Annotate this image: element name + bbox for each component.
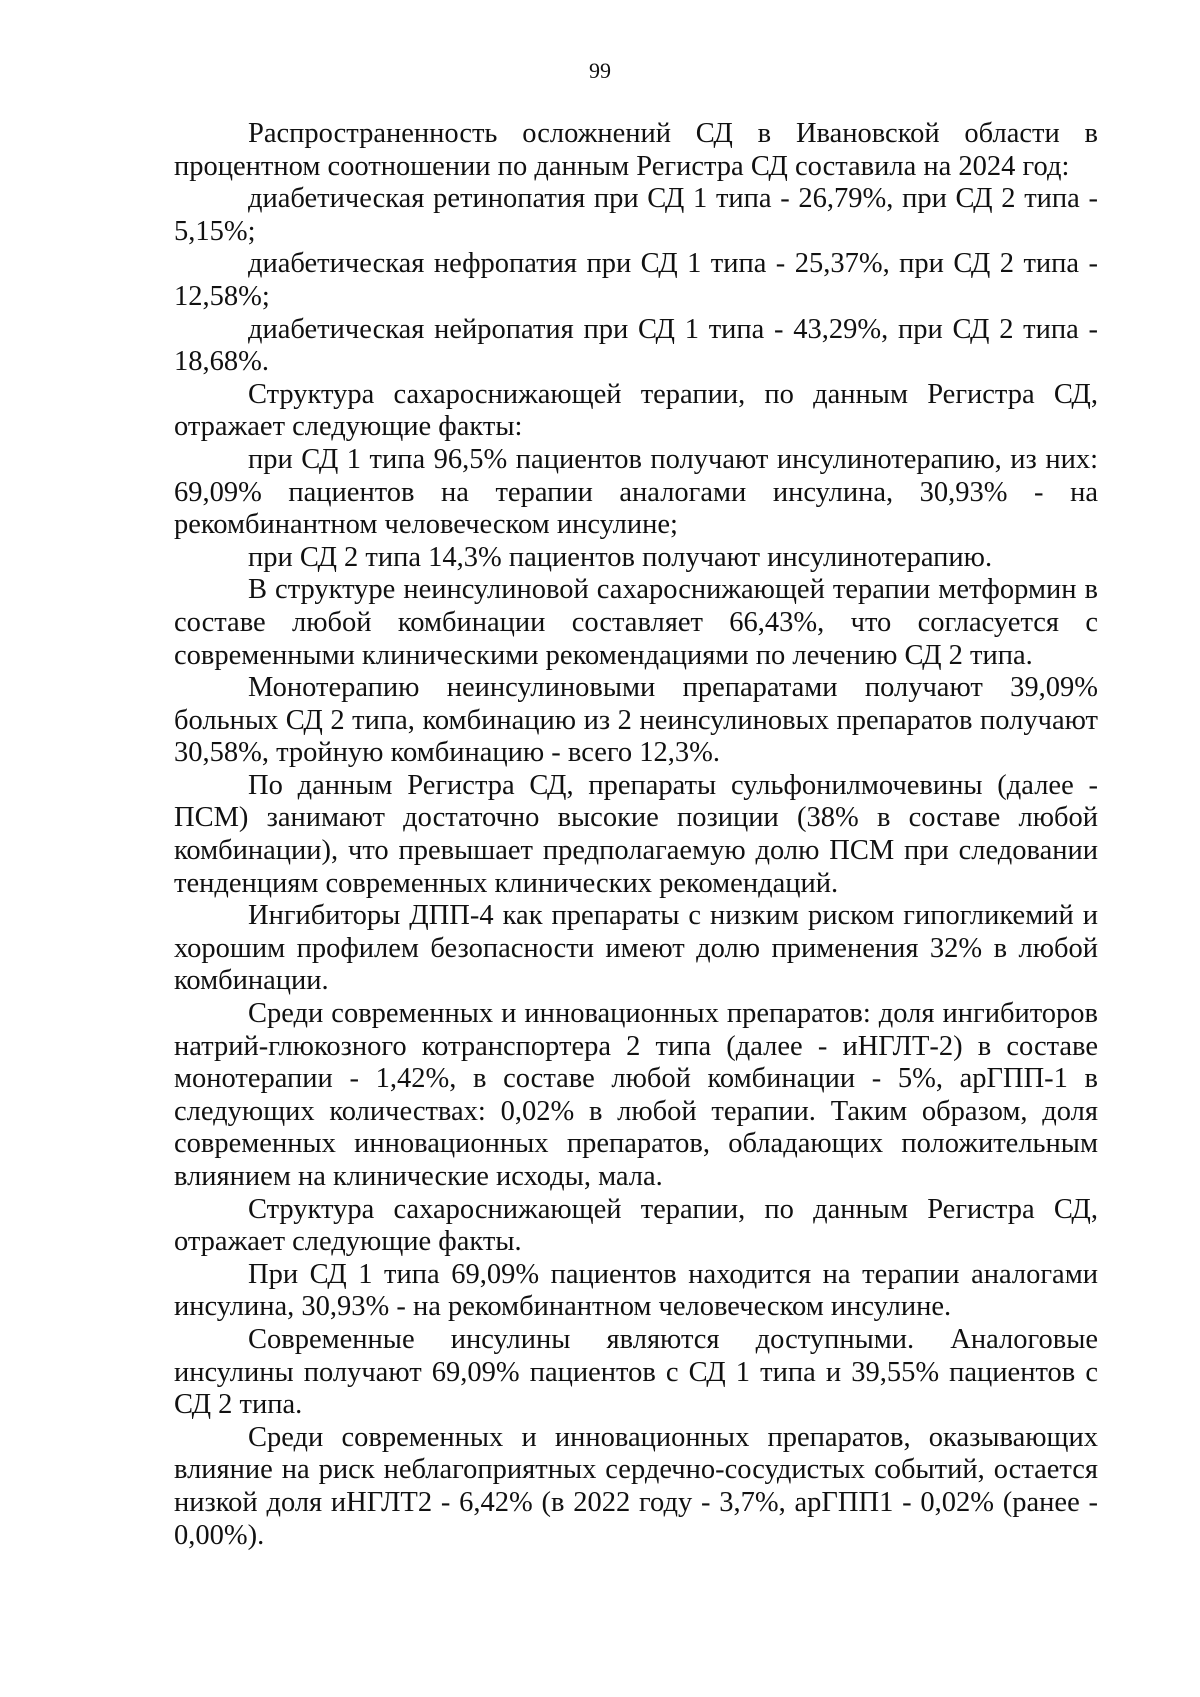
paragraph-modern-insulins: Современные инсулины являются доступными. Аналоговые инсулины получают 69,09% пациентов с СД 1 типа и 39,55% пациентов с СД 2 типа.	[174, 1323, 1098, 1421]
paragraph-therapy-structure-repeat: Структура сахароснижающей терапии, по данным Регистра СД, отражает следующие факты.	[174, 1193, 1098, 1258]
paragraph-type2-insulin: при СД 2 типа 14,3% пациентов получают инсулинотерапию.	[248, 541, 993, 573]
paragraph-metformin: В структуре неинсулиновой сахароснижающей терапии метформин в составе любой комбинации составляет 66,43%, что согласуется с современными клиническими рекомендациями по лечению СД 2 типа.	[174, 574, 1098, 671]
paragraph-cardiovascular-risk: Среди современных и инновационных препаратов, оказывающих влияние на риск неблагоприятных сердечно-сосудистых событий, остается низкой доля иНГЛТ2 - 6,42% (в 2022 году - 3,7%, арГПП1 - 0,02% (ранее - 0,00%).	[174, 1421, 1098, 1551]
paragraph-sulfonylurea: По данным Регистра СД, препараты сульфонилмочевины (далее - ПСМ) занимают достаточно высокие позиции (38% в составе любой комбинации), что превышает предполагаемую долю ПСМ при следовании тенденциям современных клинических рекомендаций.	[174, 769, 1098, 899]
paragraph-type1-insulin: при СД 1 типа 96,5% пациентов получают инсулинотерапию, из них: 69,09% пациентов на терапии аналогами инсулина, 30,93% - на рекомбинантном человеческом инсулине;	[174, 443, 1098, 541]
paragraph-therapy-structure: Структура сахароснижающей терапии, по данным Регистра СД, отражает следующие факты:	[174, 378, 1098, 443]
paragraph-complications-intro: Распространенность осложнений СД в Ивановской области в процентном соотношении по данным Регистра СД составила на 2024 год:	[174, 118, 1098, 182]
body-text	[174, 118, 1098, 1552]
paragraph-neuropathy: диабетическая нейропатия при СД 1 типа - 43,29%, при СД 2 типа - 18,68%.	[174, 313, 1098, 378]
paragraph-nephropathy: диабетическая нефропатия при СД 1 типа - 25,37%, при СД 2 типа - 12,58%;	[174, 248, 1098, 312]
paragraph-retinopathy: диабетическая ретинопатия при СД 1 типа - 26,79%, при СД 2 типа - 5,15%;	[174, 183, 1098, 247]
page-number: 99	[589, 58, 611, 83]
paragraph-monotherapy: Монотерапию неинсулиновыми препаратами получают 39,09% больных СД 2 типа, комбинацию из 2 неинсулиновых препаратов получают 30,58%, тройную комбинацию - всего 12,3%.	[174, 672, 1098, 769]
paragraph-innovative-drugs: Среди современных и инновационных препаратов: доля ингибиторов натрий-глюкозного котранспортера 2 типа (далее - иНГЛТ-2) в составе монотерапии - 1,42%, в составе любой комбинации - 5%, арГПП-1 в следующих количествах: 0,02% в любой терапии. Таким образом, доля современных инновационных препаратов, обладающих положительным влиянием на клинические исходы, мала.	[174, 998, 1098, 1192]
paragraph-type1-analogs: При СД 1 типа 69,09% пациентов находится на терапии аналогами инсулина, 30,93% - на рекомбинантном человеческом инсулине.	[174, 1258, 1098, 1323]
paragraph-dpp4: Ингибиторы ДПП-4 как препараты с низким риском гипогликемий и хорошим профилем безопасности имеют долю применения 32% в любой комбинации.	[174, 900, 1098, 997]
